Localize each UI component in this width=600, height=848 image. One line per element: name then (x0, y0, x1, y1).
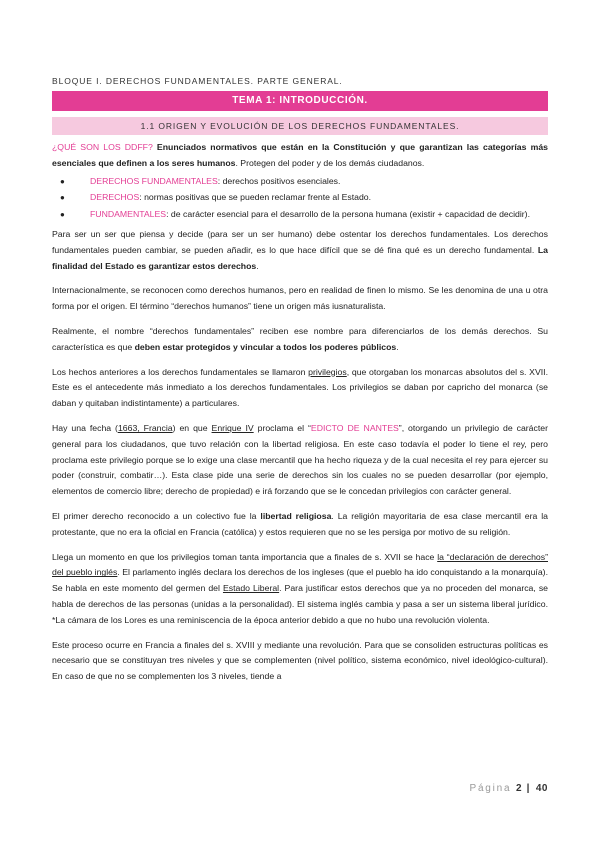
intro-bold: Enunciados normativos que están en la Constitución y que garantizan las categorías más esenciales que definen a los seres humanos (52, 142, 548, 168)
definition-text: : derechos positivos esenciales. (217, 175, 341, 186)
paragraph-text: Internacionalmente, se reconocen como derechos humanos, pero en realidad de finen lo mismo. Se les denomina de una u otra forma por el origen. El término “derechos humanos” tiene un origen más iusnaturalista. (52, 285, 548, 312)
definition-term: DERECHOS (90, 192, 140, 203)
paragraph-text: Llega un momento en que los privilegios toman tanta importancia que a finales de s. XVII se hace (52, 551, 438, 562)
paragraph-text: . Para justificar estos derechos que ya no proceden del monarca, se habla de derechos de las personas (unidas a la personalidad). El sistema inglés cambia y pasa a ser un sistema liberal jurídico. *La cámara de los Lores es una reminiscencia de la época anterior debido a que no hubo una revolución violenta. (52, 583, 548, 625)
main-content (52, 140, 548, 694)
list-item (52, 174, 548, 190)
list-item (52, 207, 548, 223)
list-item (52, 190, 548, 206)
intro-rest: . Protegen del poder y de los demás ciudadanos. (235, 157, 425, 168)
section-title-bar: 1.1 ORIGEN Y EVOLUCIÓN DE LOS DERECHOS FUNDAMENTALES. (52, 117, 548, 135)
bullet-icon: ● (60, 210, 65, 220)
definition-text: : de carácter esencial para el desarrollo de la persona humana (existir + capacidad de decidir). (166, 209, 530, 220)
bullet-icon: ● (60, 193, 65, 203)
paragraph-text: , que otorgaban los monarcas absolutos del s. XVII. Este es el antecedente más inmediato a los derechos fundamentales. Los privilegios se daban por capricho del monarca (se daban y quitaban indistintamente) a particulares. (52, 366, 548, 409)
intro-question: ¿QUÉ SON LOS DDFF? (52, 142, 153, 152)
paragraph-text: El primer derecho reconocido a un colectivo fue la (52, 510, 261, 521)
definition-text: : normas positivas que se pueden reclamar frente al Estado. (139, 192, 372, 203)
definition-term: DERECHOS FUNDAMENTALES (90, 175, 218, 186)
paragraph-text: Realmente, el nombre “derechos fundamentales” reciben ese nombre para diferenciarlos de los demás derechos. Su característica es que (52, 325, 548, 352)
paragraph-text: Para ser un ser que piensa y decide (para ser un ser humano) debe ostentar los derechos fundamentales. Los derechos fundamentales pueden cambiar, se pueden añadir, es lo que hace difícil que se dé fina qué es un derecho fundamental. (52, 228, 548, 255)
paragraph-finalidad (52, 227, 548, 274)
paragraph-nombre (52, 324, 548, 356)
definitions-list (52, 174, 548, 223)
paragraph-text: ) en que (172, 422, 212, 433)
paragraph-bold: La finalidad del Estado es garantizar estos derechos (52, 244, 548, 271)
underlined-term: Enrique IV (211, 422, 254, 433)
paragraph-text: . (256, 260, 259, 271)
paragraph-text: Los hechos anteriores a los derechos fundamentales se llamaron (52, 366, 309, 377)
current-page: 2 (516, 783, 523, 794)
paragraph-libertad-religiosa (52, 509, 548, 541)
definition-term: FUNDAMENTALES (90, 209, 167, 220)
page-number (469, 783, 548, 794)
block-label: BLOQUE I. DERECHOS FUNDAMENTALES. PARTE GENERAL. (52, 76, 343, 86)
bullet-icon: ● (60, 176, 65, 186)
total-pages: 40 (535, 783, 548, 794)
paragraph-text: Este proceso ocurre en Francia a finales del s. XVIII y mediante una revolución. Para que se consoliden estructuras políticas es necesario que se constituyan tres niveles y que se complementen (nivel político, sistema económico, nivel ideológico-cultural). En caso de que no se complementen los 3 niveles, tiende a (52, 639, 548, 682)
underlined-term: privilegios (308, 366, 347, 377)
paragraph-edicto (52, 421, 548, 500)
paragraph-bold: libertad religiosa (260, 510, 332, 521)
paragraph-declaracion (52, 550, 548, 629)
underlined-term: la “declaración de derechos” del pueblo inglés (52, 551, 548, 578)
paragraph-text: . La religión mayoritaria de esa clase mercantil era la protestante, que no era la oficial en Francia (católica) y estos requieren que no se les persiga por motivo de su religión. (52, 510, 548, 537)
tema-title-bar: TEMA 1: INTRODUCCIÓN. (52, 91, 548, 111)
intro-paragraph (52, 140, 548, 172)
paragraph-text: Hay una fecha ( (52, 422, 118, 433)
paragraph-text: proclama el “ (253, 422, 311, 433)
paragraph-derechos-humanos (52, 283, 548, 315)
page-separator: | (526, 783, 532, 794)
highlighted-term: EDICTO DE NANTES (310, 422, 399, 433)
paragraph-privilegios (52, 365, 548, 412)
paragraph-bold: deben estar protegidos y vincular a todos los poderes públicos (134, 341, 397, 352)
paragraph-text: ”, otorgando un privilegio de carácter general para los ciudadanos, que tuvo relación con la libertad religiosa. En este caso todavía el poder lo tiene el rey, pero proclama este privilegio porque se lo exige una clase mercantil que ha hecho riqueza y de la cual necesita el rey para ejercer su poder (construir, combatir…). Esta clase pide una serie de derechos sin los cuales no se pueden desarrollar (por ejemplo, elementos de comercio libre; derecho de propiedad) e irá forzando que se le concedan privilegios con carácter general. (52, 422, 548, 497)
underlined-term: 1663, Francia (117, 422, 173, 433)
page-label: Página (469, 783, 512, 794)
paragraph-text: . (396, 341, 399, 352)
underlined-term: Estado Liberal (222, 583, 280, 594)
paragraph-text: . El parlamento inglés declara los derechos de los ingleses (que el pueblo ha ido conquistando a la monarquía). Se habla en este momento del germen del (52, 567, 548, 594)
paragraph-francia (52, 638, 548, 685)
